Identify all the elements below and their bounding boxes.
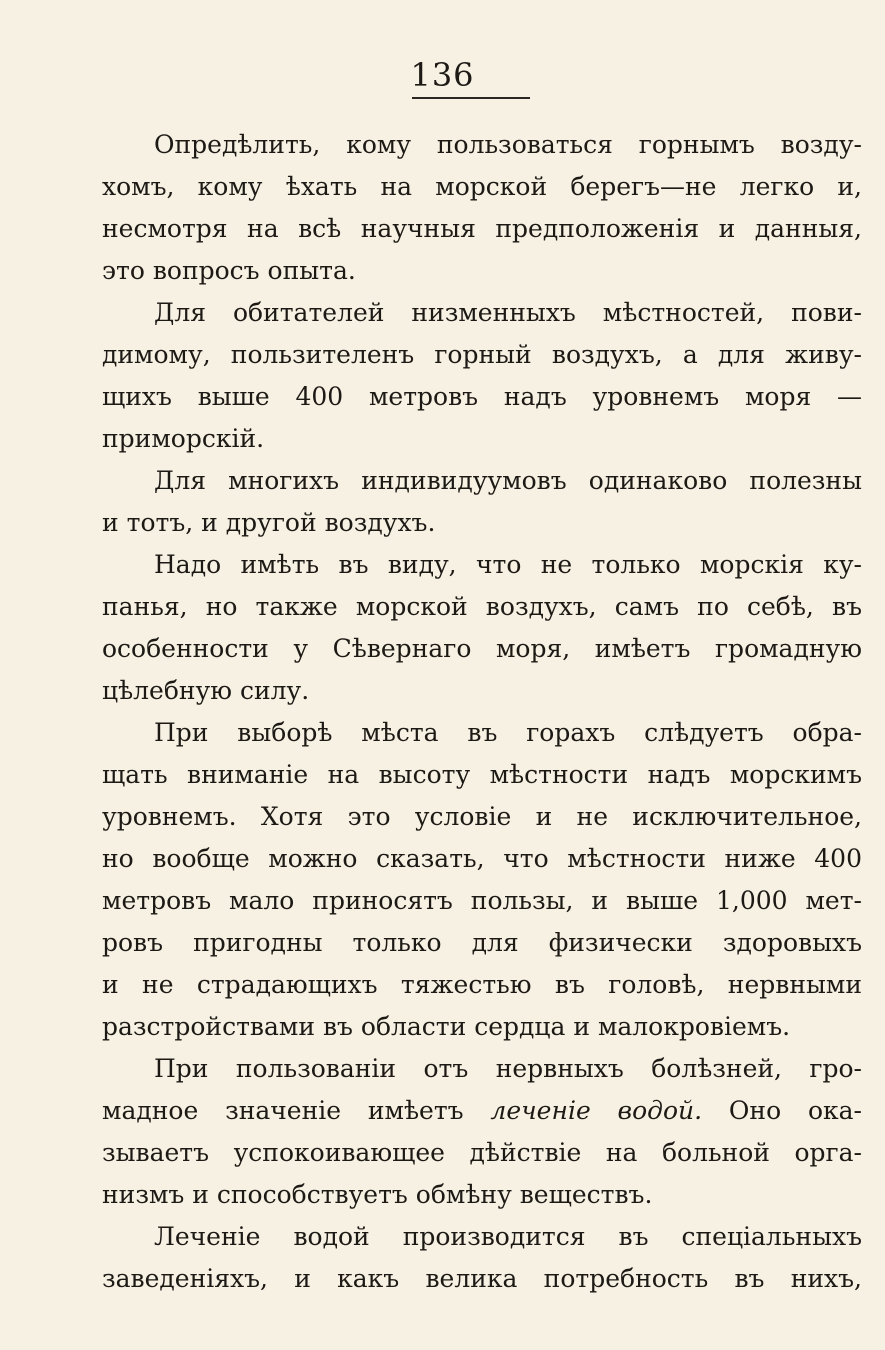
text-line: щать вниманіе на высоту мѣстности надъ морскимъ [102,760,862,789]
text-line: Леченіе водой производится въ спеціальныхъ [154,1222,862,1251]
text-line: приморскій. [102,424,265,453]
header-rule [412,97,530,99]
text-line: хомъ, кому ѣхать на морской берегъ—не легко и, [102,172,862,201]
text-line: панья, но также морской воздухъ, самъ по себѣ, въ [102,592,862,621]
text-segment: мадное значеніе имѣетъ [102,1096,491,1125]
text-segment: Оно ока- [702,1096,862,1125]
text-line: особенности у Сѣвернаго моря, имѣетъ громадную [102,634,862,663]
page-number: 136 [410,56,475,94]
text-line: Опредѣлить, кому пользоваться горнымъ возду- [154,130,862,159]
paragraph-1 [102,124,862,292]
body-text [102,124,862,1300]
text-line: разстройствами въ области сердца и малокровіемъ. [102,1012,791,1041]
text-line: это вопросъ опыта. [102,256,356,285]
text-line: заведеніяхъ, и какъ велика потребность въ нихъ, [102,1264,862,1293]
text-line: зываетъ успокоивающее дѣйствіе на больной орга- [102,1138,862,1167]
text-line: цѣлебную силу. [102,676,310,705]
text-line: При пользованіи отъ нервныхъ болѣзней, гро- [154,1054,862,1083]
paragraph-2 [102,292,862,460]
text-line: Надо имѣть въ виду, что не только морскія ку- [154,550,862,579]
paragraph-4 [102,544,862,712]
text-line: Для многихъ индивидуумовъ одинаково полезны [154,466,862,495]
text-line: метровъ мало приносятъ пользы, и выше 1,000 мет- [102,886,862,915]
text-line: димому, пользителенъ горный воздухъ, а для живу- [102,340,862,369]
text-line: низмъ и способствуетъ обмѣну веществъ. [102,1180,653,1209]
text-line: щихъ выше 400 метровъ надъ уровнемъ моря — [102,382,862,411]
paragraph-6 [102,1048,862,1216]
emphasized-term: леченіе водой. [490,1096,703,1125]
paragraph-5 [102,712,862,1048]
text-line: и не страдающихъ тяжестью въ головѣ, нервными [102,970,862,999]
text-line: ровъ пригодны только для физически здоровыхъ [102,928,862,957]
text-line: несмотря на всѣ научныя предположенія и данныя, [102,214,862,243]
text-line-with-emphasis [102,1090,862,1132]
text-line: Для обитателей низменныхъ мѣстностей, пови- [154,298,862,327]
text-line: но вообще можно сказать, что мѣстности ниже 400 [102,844,862,873]
paragraph-3 [102,460,862,544]
paragraph-7 [102,1216,862,1300]
text-line: При выборѣ мѣста въ горахъ слѣдуетъ обра- [154,718,862,747]
text-line: и тотъ, и другой воздухъ. [102,508,436,537]
text-line: уровнемъ. Хотя это условіе и не исключительное, [102,802,862,831]
